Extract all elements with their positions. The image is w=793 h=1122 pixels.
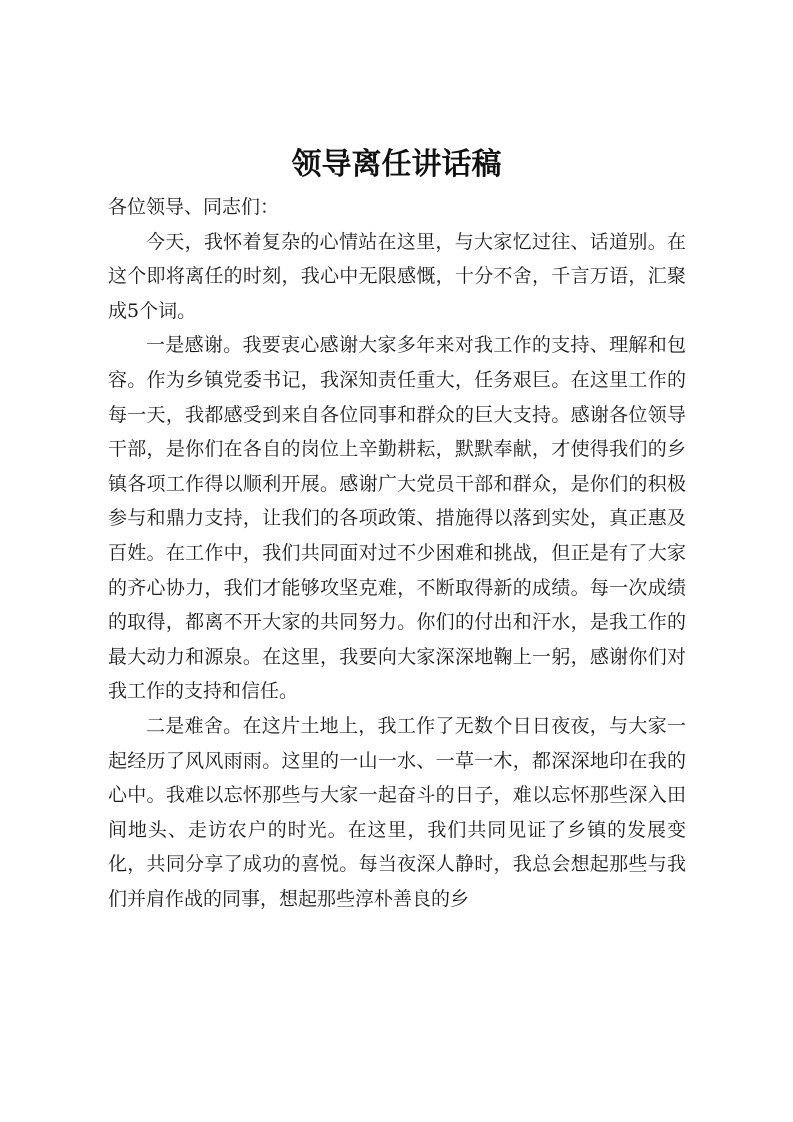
paragraph-gratitude: 一是感谢。我要衷心感谢大家多年来对我工作的支持、理解和包容。作为乡镇党委书记，我深知责任重大，任务艰巨。在这里工作的每一天，我都感受到来自各位同事和群众的巨大支持。感谢各位领导干部，是你们在各自的岗位上辛勤耕耘，默默奉献，才使得我们的乡镇各项工作得以顺利开展。感谢广大党员干部和群众，是你们的积极参与和鼎力支持，让我们的各项政策、措施得以落到实处，真正惠及百姓。在工作中，我们共同面对过不少困难和挑战，但正是有了大家的齐心协力，我们才能够攻坚克难，不断取得新的成绩。每一次成绩的取得，都离不开大家的共同努力。你们的付出和汗水，是我工作的最大动力和源泉。在这里，我要向大家深深地鞠上一躬，感谢你们对我工作的支持和信任。 <box>108 334 686 703</box>
paragraph-reluctance: 二是难舍。在这片土地上，我工作了无数个日日夜夜，与大家一起经历了风风雨雨。这里的一山一水、一草一木，都深深地印在我的心中。我难以忘怀那些与大家一起奋斗的日子，难以忘怀那些深入田间地头、走访农户的时光。在这里，我们共同见证了乡镇的发展变化，共同分享了成功的喜悦。每当夜深人静时，我总会想起那些与我们并肩作战的同事，想起那些淳朴善良的乡 <box>108 714 686 910</box>
paragraph-opening: 今天，我怀着复杂的心情站在这里，与大家忆过往、话道别。在这个即将离任的时刻，我心中无限感慨，十分不舍，千言万语，汇聚成5个词。 <box>108 230 686 322</box>
salutation: 各位领导、同志们： <box>108 196 280 218</box>
document-body <box>108 190 686 916</box>
document-title: 领导离任讲话稿 <box>291 147 502 182</box>
